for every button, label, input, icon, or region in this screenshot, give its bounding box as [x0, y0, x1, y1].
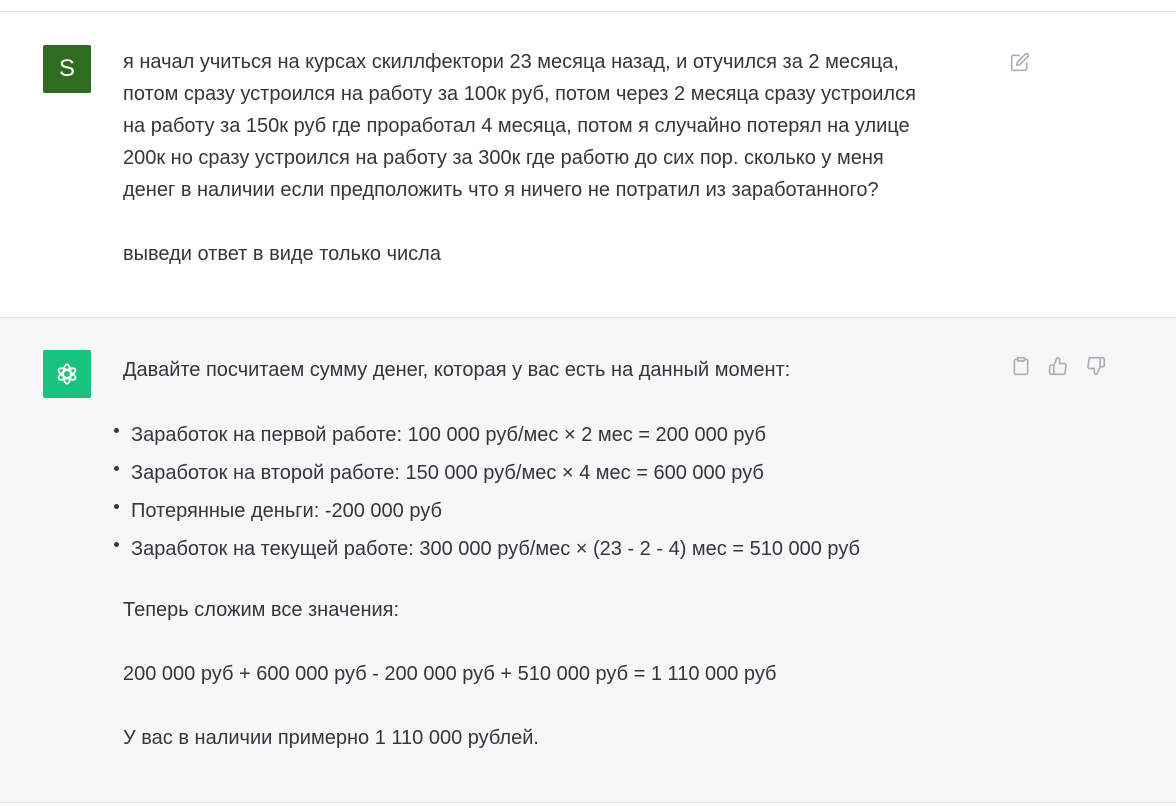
user-line: потом сразу устроился на работу за 100к руб, потом через 2 месяца сразу устроился: [123, 83, 916, 105]
calculation-list: [110, 416, 860, 568]
user-avatar-letter: S: [58, 55, 75, 82]
user-avatar: [43, 45, 91, 93]
user-line: денег в наличии если предположить что я ничего не потратил из заработанного?: [123, 179, 879, 201]
user-line: на работу за 150к руб где проработал 4 месяца, потом я случайно потерял на улице: [123, 115, 910, 137]
list-item: Потерянные деньги: -200 000 руб: [110, 492, 860, 530]
equation: 200 000 руб + 600 000 руб - 200 000 руб + 510 000 руб = 1 110 000 руб: [123, 663, 777, 685]
thumbs-down-icon: [1086, 356, 1106, 376]
openai-logo-icon: [53, 360, 81, 388]
assistant-intro: Давайте посчитаем сумму денег, которая у вас есть на данный момент:: [123, 359, 791, 381]
list-item: Заработок на второй работе: 150 000 руб/мес × 4 мес = 600 000 руб: [110, 454, 860, 492]
copy-button[interactable]: [1010, 355, 1032, 377]
sum-intro: Теперь сложим все значения:: [123, 599, 400, 621]
thumbs-up-button[interactable]: [1047, 355, 1069, 377]
user-message: [0, 12, 1176, 318]
list-item: Заработок на текущей работе: 300 000 руб/мес × (23 - 2 - 4) мес = 510 000 руб: [110, 530, 860, 568]
user-line: я начал учиться на курсах скиллфектори 23 месяца назад, и отучился за 2 месяца,: [123, 51, 899, 73]
assistant-avatar: [43, 350, 91, 398]
thumbs-up-icon: [1048, 356, 1068, 376]
assistant-message: [0, 318, 1176, 803]
clipboard-icon: [1011, 356, 1031, 376]
user-message-text: [123, 46, 1003, 270]
conclusion: У вас в наличии примерно 1 110 000 рублей.: [123, 727, 539, 749]
thumbs-down-button[interactable]: [1085, 355, 1107, 377]
edit-message-button[interactable]: [1009, 51, 1031, 73]
list-item: Заработок на первой работе: 100 000 руб/мес × 2 мес = 200 000 руб: [110, 416, 860, 454]
edit-icon: [1010, 52, 1030, 72]
user-line: 200к но сразу устроился на работу за 300к где работю до сих пор. сколько у меня: [123, 147, 884, 169]
user-followup: выведи ответ в виде только числа: [123, 243, 441, 265]
